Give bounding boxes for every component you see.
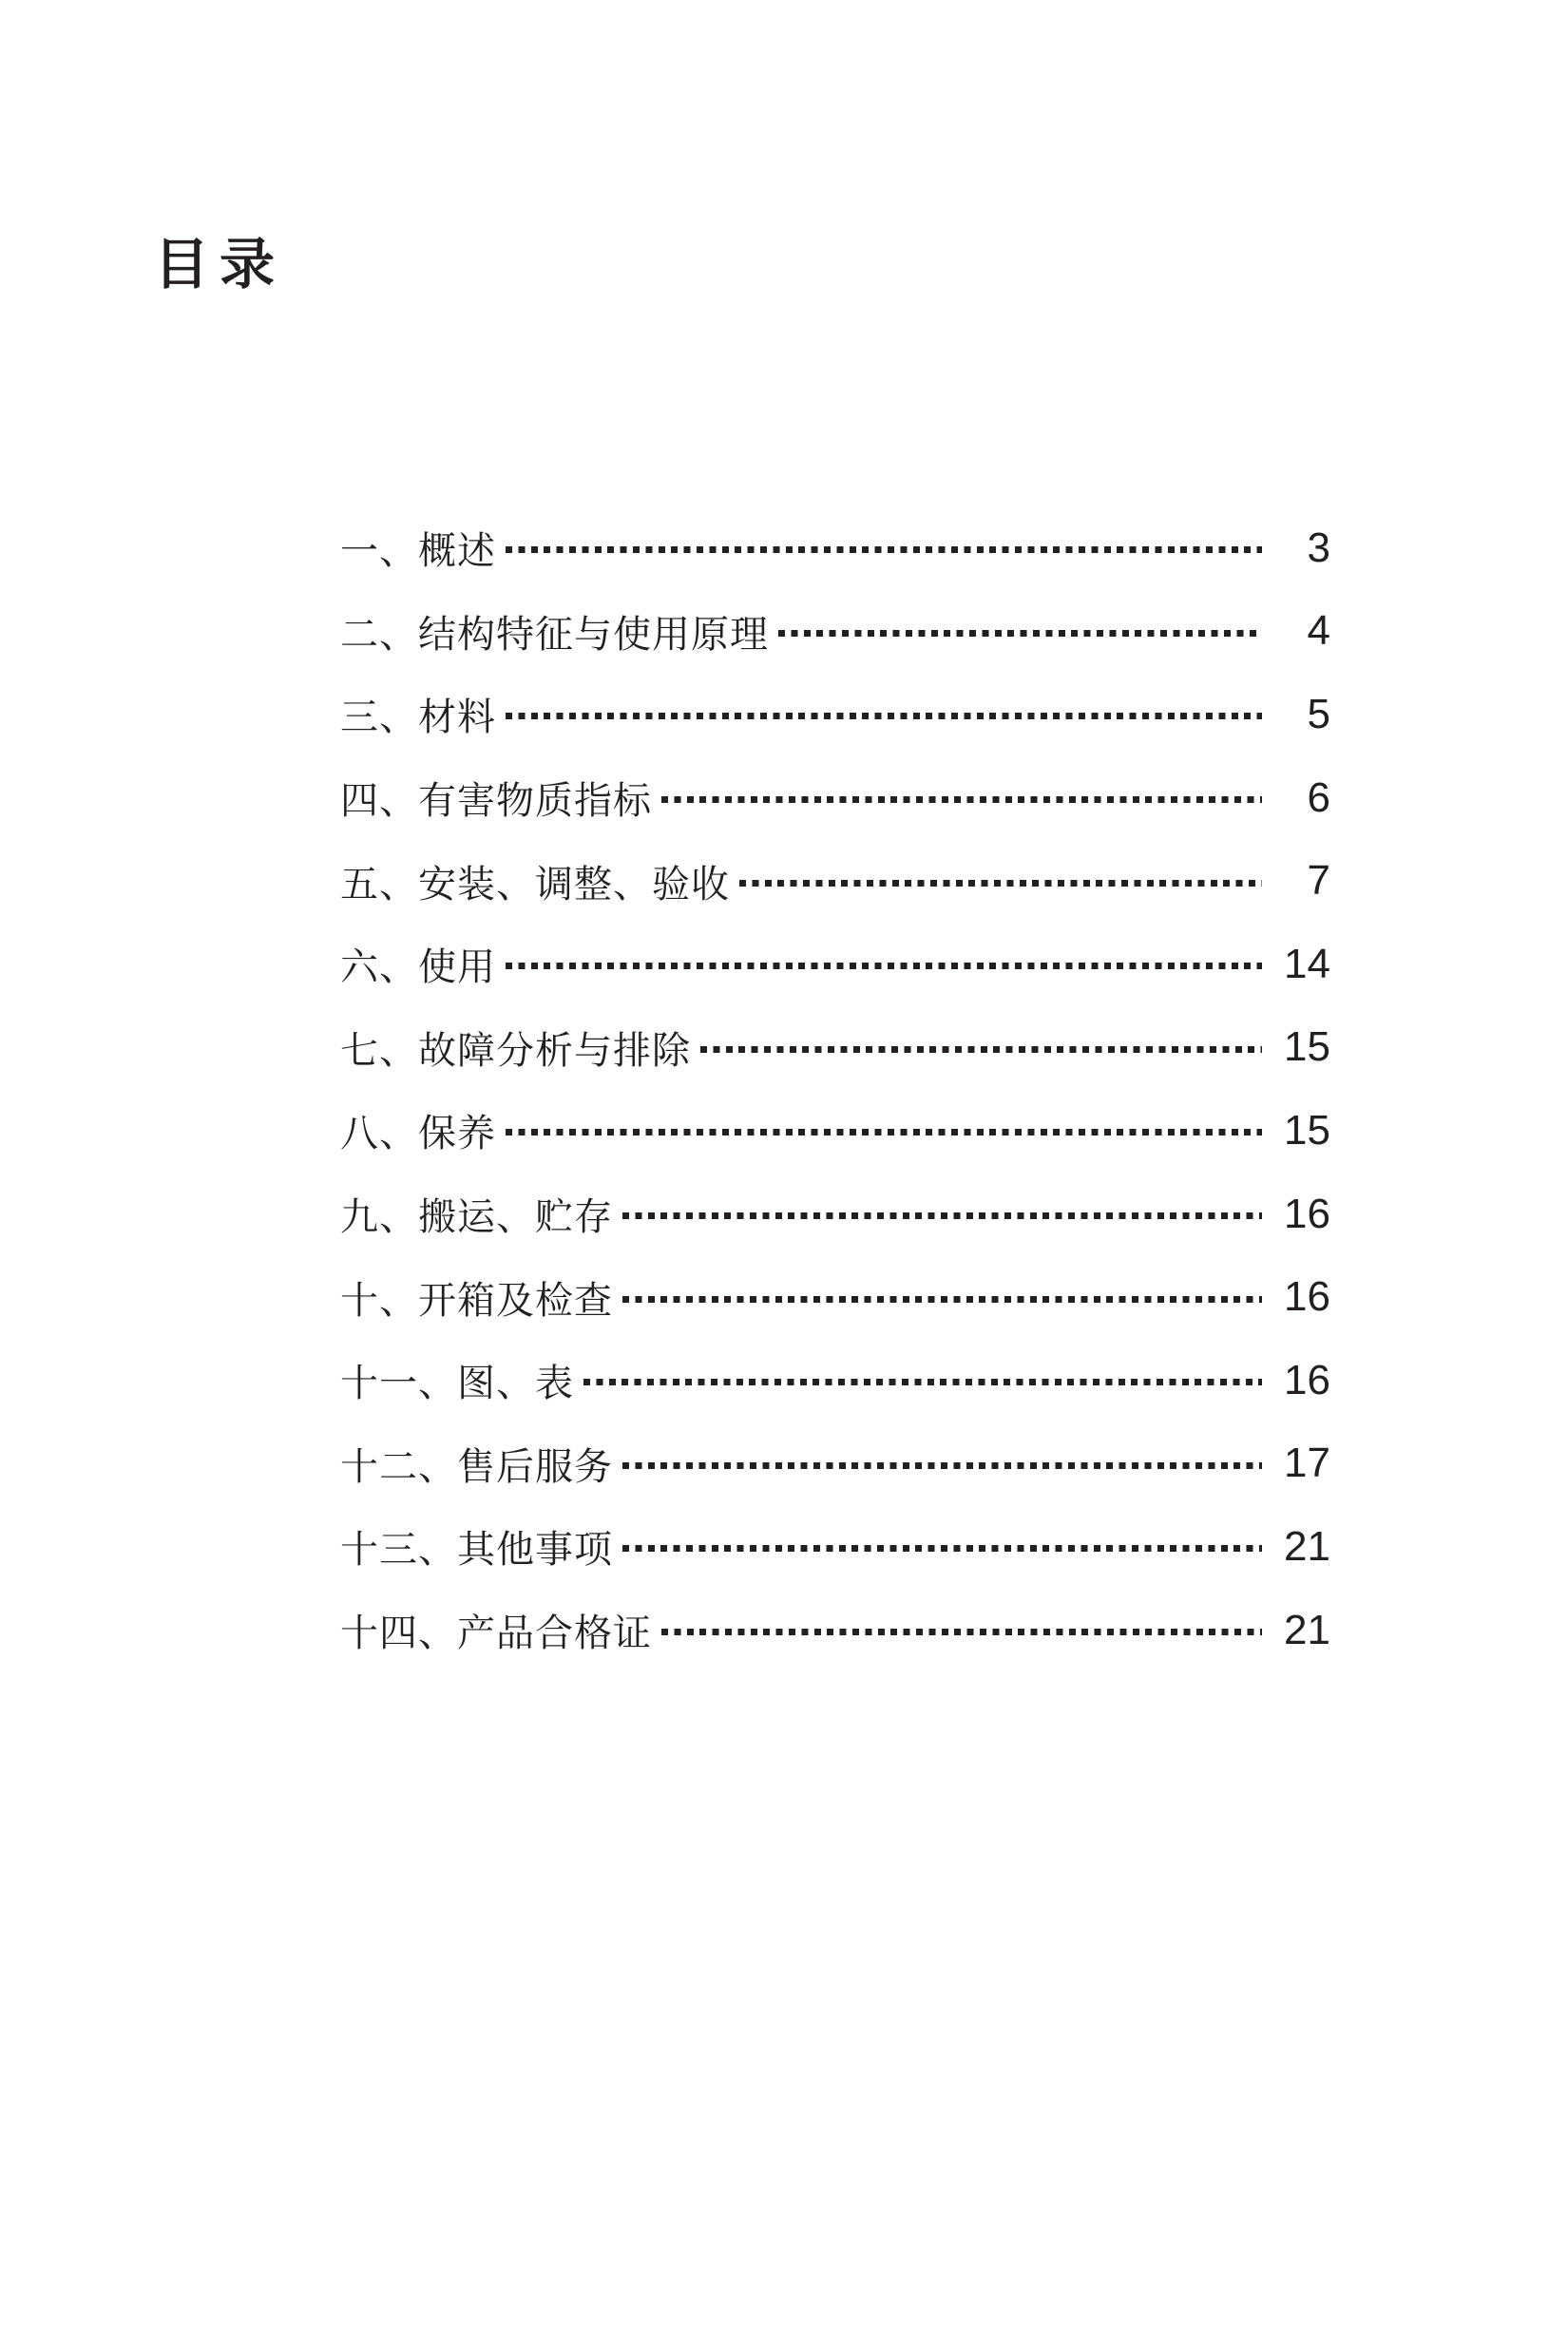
toc-entry-page-number: 4 [1307, 607, 1330, 655]
toc-entry [340, 839, 1330, 923]
toc-entry-label: 四、有害物质指标 [340, 780, 652, 823]
toc-entry-page-number: 15 [1284, 1106, 1330, 1154]
dot-leader [506, 546, 1262, 553]
dot-leader [506, 963, 1262, 969]
toc-entry-page-number: 3 [1307, 524, 1330, 571]
dot-leader [583, 1379, 1262, 1385]
toc-entry [340, 923, 1330, 1006]
toc-entry-page-number: 21 [1284, 1522, 1330, 1570]
toc-entry-page-number: 7 [1307, 857, 1330, 905]
toc-entry [340, 1173, 1330, 1256]
toc-entry-label: 十二、售后服务 [340, 1445, 613, 1488]
toc-entry-label: 六、使用 [340, 946, 496, 989]
toc-entry-label: 十四、产品合格证 [340, 1612, 652, 1655]
toc-entry-label: 三、材料 [340, 696, 496, 739]
toc-entry [340, 1589, 1330, 1672]
toc-entry-label: 十三、其他事项 [340, 1529, 613, 1572]
toc-entry-page-number: 17 [1284, 1440, 1330, 1487]
dot-leader [622, 1462, 1262, 1469]
toc-entry-page-number: 14 [1284, 940, 1330, 987]
dot-leader [700, 1046, 1262, 1053]
toc-entry-page-number: 5 [1307, 690, 1330, 737]
toc-entry-label: 七、故障分析与排除 [340, 1029, 691, 1072]
toc-entry [340, 506, 1330, 590]
dot-leader [622, 1212, 1262, 1219]
toc-entry [340, 673, 1330, 756]
toc-entry-page-number: 16 [1284, 1190, 1330, 1237]
toc-entry [340, 1006, 1330, 1090]
dot-leader [661, 796, 1262, 803]
toc-entry [340, 1422, 1330, 1506]
toc-list [340, 506, 1330, 1671]
toc-entry-label: 十一、图、表 [340, 1363, 574, 1405]
dot-leader [506, 713, 1262, 719]
toc-entry [340, 756, 1330, 840]
dot-leader [739, 880, 1262, 887]
toc-entry-label: 一、概述 [340, 530, 496, 573]
toc-entry-label: 八、保养 [340, 1113, 496, 1155]
dot-leader [778, 630, 1262, 637]
toc-entry-page-number: 15 [1284, 1023, 1330, 1071]
toc-entry-label: 五、安装、调整、验收 [340, 863, 730, 906]
toc-entry-page-number: 16 [1284, 1273, 1330, 1321]
toc-entry [340, 1255, 1330, 1339]
toc-entry [340, 1339, 1330, 1422]
toc-entry [340, 590, 1330, 674]
toc-entry [340, 1505, 1330, 1589]
toc-entry-label: 九、搬运、贮存 [340, 1196, 613, 1239]
toc-entry-page-number: 6 [1307, 773, 1330, 821]
toc-entry-label: 二、结构特征与使用原理 [340, 613, 769, 656]
toc-entry-label: 十、开箱及检查 [340, 1279, 613, 1322]
dot-leader [622, 1296, 1262, 1303]
toc-entry-page-number: 16 [1284, 1356, 1330, 1403]
dot-leader [622, 1545, 1262, 1552]
toc-entry [340, 1089, 1330, 1173]
dot-leader [661, 1629, 1262, 1635]
page-title: 目录 [154, 234, 286, 296]
toc-entry-page-number: 21 [1284, 1606, 1330, 1653]
dot-leader [506, 1129, 1262, 1135]
